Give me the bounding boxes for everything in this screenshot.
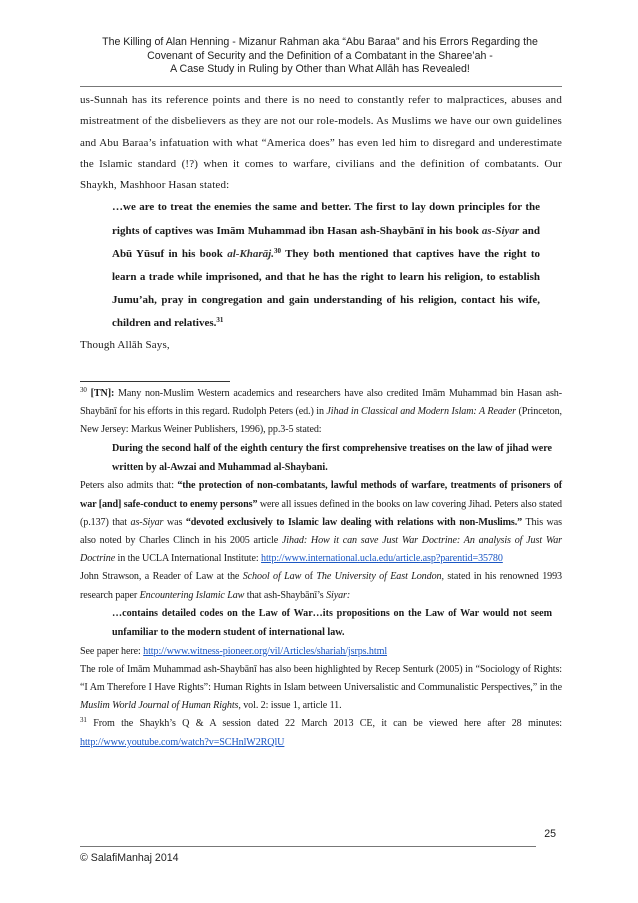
peters-quote-b: “the protection of non-combatants, lawful methods of warfare, treatments of prisoners of war [and] safe-conduct to enemy persons” <box>80 480 562 510</box>
senturk-text-a: The role of Imām Muhammad ash-Shaybānī has also been highlighted by Recep Senturk (2005) in “Sociology of Rights: “I Am Therefore I Have Rights”: Human Rights in Islam between Universalistic and Communalistic Perspectives,” in the <box>80 663 562 694</box>
paragraph-1: us-Sunnah has its reference points and there is no need to constantly refer to malpractices, abuses and mistreatment of the disbelievers as they are not our role-models. As Muslims we have our own guidelines and Abu Baraa’s infatuation with what “America does” has even led him to disregard and underestimate the Islamic standard (!?) when it comes to warfare, civilians and the definition of combatants. Our Shaykh, Mashhoor Hasan stated: <box>80 94 562 192</box>
strawson-school: School of Law <box>242 571 302 583</box>
peters-quote-e: “devoted exclusively to Islamic law dealing with relations with non-Muslims.” <box>185 516 523 528</box>
see-paper-line <box>80 643 562 661</box>
peters-text-d: was <box>166 516 183 528</box>
footnote-31 <box>80 715 562 751</box>
book-title-jihad-reader: Jihad in Classical and Modern Islam: A Reader <box>326 406 516 418</box>
peters-text-f: This was also noted by Charles Clinch in his 2005 article <box>80 516 562 547</box>
strawson-paper-title: Encountering Islamic Law <box>139 589 245 601</box>
quote-part-b: and Abū Yūsuf in his book <box>112 224 541 260</box>
strawson-text-d: that ash-Shaybānī’s <box>246 589 324 601</box>
peters-siyar-title: as-Siyar <box>130 516 164 528</box>
senturk-paragraph <box>80 661 562 716</box>
quote-part-c: They both mentioned that captives have the right to learn a trade while imprisoned, and that he has the right to learn his religion, to establish Jumu’ah, pray in congregation and gain understanding of his religion, contact his wife, children and relatives. <box>112 247 540 329</box>
block-quote-peters: During the second half of the eighth century the first comprehensive treatises on the law of jihad were written by al-Awzai and Muhammad al-Shaybani. <box>112 442 552 473</box>
strawson-text-b: of <box>304 571 313 583</box>
clinch-article-title: Jihad: How it can save Just War Doctrine: An analysis of Just War Doctrine <box>80 535 562 565</box>
header-line-3: A Case Study in Ruling by Other than What Allāh has Revealed! <box>170 63 470 75</box>
footnote-31-text: From the Shaykh’s Q & A session dated 22 March 2013 CE, it can be viewed here after 28 minutes: <box>93 718 562 730</box>
strawson-paragraph <box>80 568 562 604</box>
ucla-link[interactable]: http://www.international.ucla.edu/article.asp?parentid=35780 <box>261 553 503 565</box>
header-line-2: Covenant of Security and the Definition of a Combatant in the Sharee’ah - <box>147 49 493 62</box>
footnote-30-text-2: (Princeton, New Jersey: Markus Weiner Publishers, 1996), pp.3-5 stated: <box>80 406 562 436</box>
main-text <box>80 90 562 356</box>
page-number: 25 <box>544 828 556 840</box>
strawson-text-a: John Strawson, a Reader of Law at the <box>80 571 240 583</box>
header-divider <box>80 86 562 87</box>
footnote-ref-30[interactable]: 30 <box>273 246 281 255</box>
footnote-30-text: Many non-Muslim Western academics and researchers have also credited Imām Muhammad bin Hasan ash-Shaybānī for his efforts in this regard. Rudolph Peters (ed.) in <box>80 388 562 418</box>
senturk-text-b: , vol. 2: issue 1, article 11. <box>238 700 342 712</box>
block-quote-strawson: …contains detailed codes on the Law of War…its propositions on the Law of War would not seem unfamiliar to the modern student of international law. <box>112 607 552 638</box>
translator-note-label: [TN]: <box>90 388 115 399</box>
witness-pioneer-link[interactable]: http://www.witness-pioneer.org/vil/Articles/shariah/jsrps.html <box>143 645 388 657</box>
footnote-ref-31[interactable]: 31 <box>216 315 224 324</box>
see-paper-label: See paper here: <box>80 645 141 657</box>
youtube-link[interactable]: http://www.youtube.com/watch?v=SCHnlW2RQlU <box>80 736 285 748</box>
footer-copyright: © SalafiManhaj 2014 <box>80 852 179 864</box>
running-header <box>80 36 560 77</box>
strawson-university: The University of East London, <box>316 571 444 583</box>
block-quote-shaykh <box>112 196 540 335</box>
book-title-as-siyar: as-Siyar <box>481 224 520 237</box>
peters-text-g: in the UCLA International Institute: <box>117 553 259 565</box>
header-line-1: The Killing of Alan Henning - Mizanur Rahman aka “Abu Baraa” and his Errors Regarding the <box>102 36 538 48</box>
peters-paragraph <box>80 477 562 568</box>
paragraph-2: Though Allāh Says, <box>80 339 170 352</box>
footer-divider <box>80 846 536 847</box>
footnote-separator <box>80 381 230 382</box>
peters-text-a: Peters also admits that: <box>80 480 174 492</box>
senturk-journal-title: Muslim World Journal of Human Rights <box>80 700 239 712</box>
footnotes <box>80 385 562 752</box>
strawson-siyar: Siyar: <box>326 589 351 601</box>
footnote-30-number: 30 <box>80 386 87 394</box>
book-title-al-kharaj: al-Kharāj. <box>227 247 274 260</box>
footnote-31-number: 31 <box>80 716 87 725</box>
quote-part-a: …we are to treat the enemies the same and better. The first to lay down principles for the rights of captives was Imām Muhammad ibn Hasan ash-Shaybānī in his book <box>112 201 540 237</box>
strawson-text-c: stated in his renowned 1993 research paper <box>80 571 562 601</box>
footnote-30 <box>80 385 562 440</box>
peters-text-c: were all issues defined in the books on law covering Jihad. Peters also stated (p.137) that <box>80 498 562 528</box>
